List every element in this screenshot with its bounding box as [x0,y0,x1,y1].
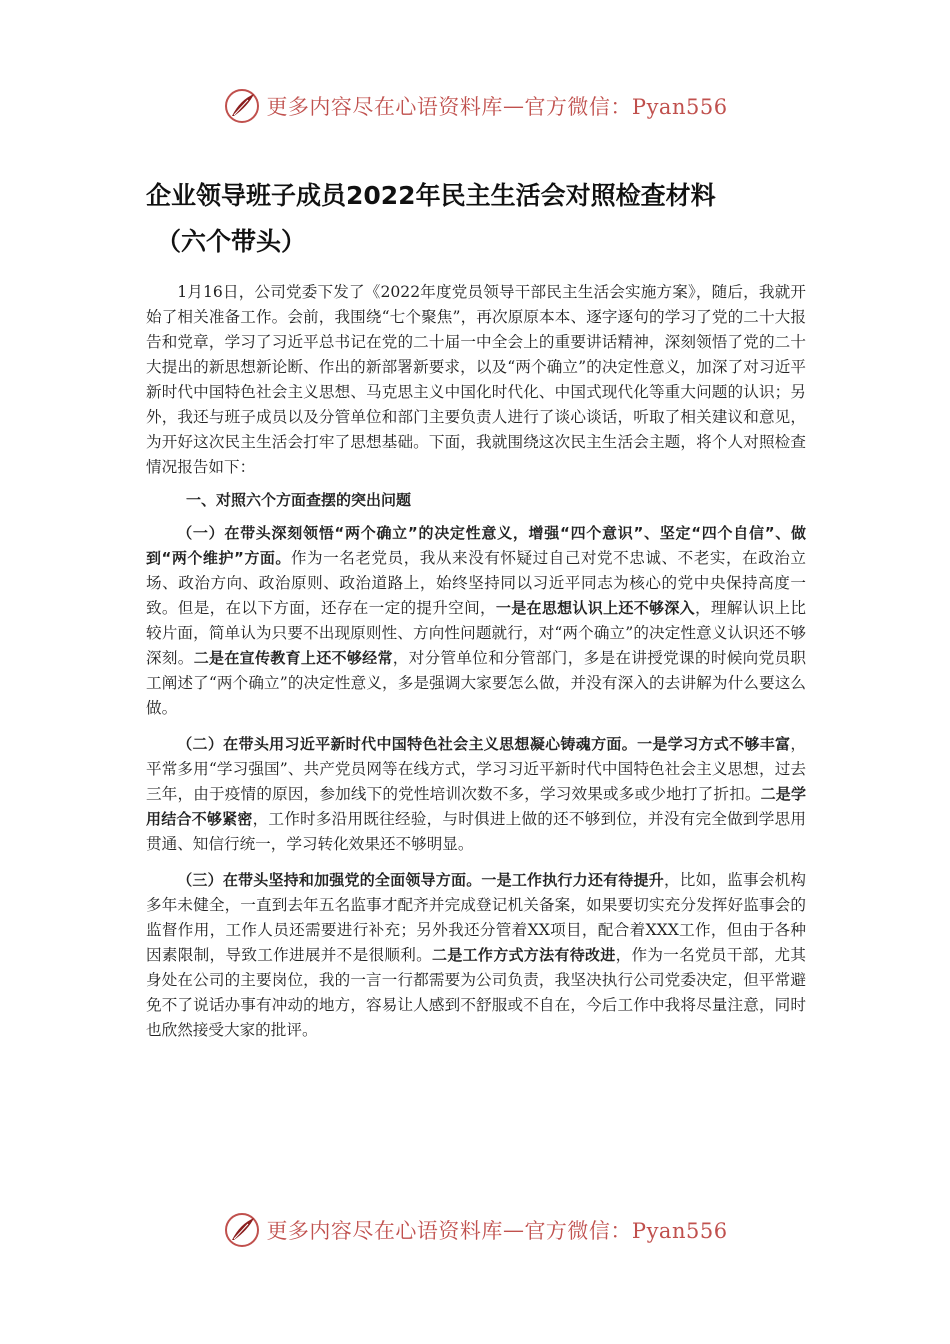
document-subtitle: （六个带头） [156,227,307,256]
section-heading: 一、对照六个方面查摆的突出问题 [186,491,412,509]
paragraph-one-point-2: 二是在宣传教育上还不够经常 [193,649,393,667]
watermark-text: 更多内容尽在心语资料库 [266,1219,503,1243]
paragraph-three-text-2: ，作为一名党员干部，尤其身处在公司的主要岗位，我的一言一行都需要为公司负责，我坚决执行公司党委决定，但平常避免不了说话办事有冲动的地方，容易让人感到不舒服或不自在，今后工作中我将尽量注意，同时也欣然接受大家的批评。 [146,946,806,1039]
paragraph-two-heading: （二）在带头用习近平新时代中国特色社会主义思想凝心铸魂方面。 [177,735,638,753]
paragraph-two-text-1: ，平常多用“学习强国”、共产党员网等在线方式，学习习近平新时代中国特色社会主义思想，过去三年，由于疫情的原因，参加线下的党性培训次数不多，学习效果或多或少地打了折扣。 [146,735,806,803]
quill-logo-icon [222,86,262,126]
watermark-contact: 官方微信：Pyan556 [524,1219,728,1243]
paragraph-one-heading: （一）在带头深刻领悟“两个确立”的决定性意义，增强“四个意识”、坚定“四个自信”、做到“两个维护”方面。 [146,524,806,567]
watermark-header [0,84,950,128]
paragraph-two-text-2: ，工作时多沿用既往经验，与时俱进上做的还不够到位，并没有完全做到学思用贯通、知信行统一，学习转化效果还不够明显。 [146,810,806,853]
watermark-text: 更多内容尽在心语资料库 [266,95,503,119]
paragraph-two [146,732,806,857]
document-body [146,280,806,1043]
intro-paragraph: 1月16日，公司党委下发了《2022年度党员领导干部民主生活会实施方案》，随后，我就开始了相关准备工作。会前，我围绕“七个聚焦”，再次原原本本、逐字逐句的学习了党的二十大报告和党章，学习了习近平总书记在党的二十届一中全会上的重要讲话精神，深刻领悟了党的二十大提出的新思想新论断、作出的新部署新要求，以及“两个确立”的决定性意义，加深了对习近平新时代中国特色社会主义思想、马克思主义中国化时代化、中国式现代化等重大问题的认识；另外，我还与班子成员以及分管单位和部门主要负责人进行了谈心谈话，听取了相关建议和意见，为开好这次民主生活会打牢了思想基础。下面，我就围绕这次民主生活会主题，将个人对照检查情况报告如下： [146,283,806,476]
paragraph-three-point-1: 一是工作执行力还有待提升 [481,871,664,889]
document-title: 企业领导班子成员2022年民主生活会对照检查材料 [146,181,716,210]
paragraph-one [146,521,806,721]
paragraph-three-point-2: 二是工作方式方法有待改进 [432,946,616,964]
paragraph-one-text-2: ，理解认识上比较片面，简单认为只要不出现原则性、方向性问题就行，对“两个确立”的决定性意义认识还不够深刻。 [146,599,806,667]
paragraph-two-point-1: 一是学习方式不够丰富 [637,735,791,753]
paragraph-two-point-2: 二是学用结合不够紧密 [146,785,806,828]
watermark-footer [0,1208,950,1252]
paragraph-one-text-3: ，对分管单位和分管部门，多是在讲授党课的时候向党员职工阐述了“两个确立”的决定性意义，多是强调大家要怎么做，并没有深入的去讲解为什么要这么做。 [146,649,806,717]
quill-logo-icon [222,1210,262,1250]
watermark-contact: 官方微信：Pyan556 [524,95,728,119]
paragraph-one-point-1: 一是在思想认识上还不够深入 [495,599,695,617]
watermark-separator: — [502,94,525,118]
watermark-separator: — [502,1218,525,1242]
paragraph-three-text-1: ，比如，监事会机构多年未健全，一直到去年五名监事才配齐并完成登记机关备案，如果要切实充分发挥好监事会的监督作用，工作人员还需要进行补充；另外我还分管着XX项目，配合着XXX工作，但由于各种因素限制，导致工作进展并不是很顺利。 [146,871,806,964]
paragraph-three-heading: （三）在带头坚持和加强党的全面领导方面。 [177,871,482,889]
paragraph-three [146,868,806,1043]
paragraph-one-text-1: 作为一名老党员，我从来没有怀疑过自己对党不忠诚、不老实，在政治立场、政治方向、政治原则、政治道路上，始终坚持同以习近平同志为核心的党中央保持高度一致。但是，在以下方面，还存在一定的提升空间， [146,549,806,617]
